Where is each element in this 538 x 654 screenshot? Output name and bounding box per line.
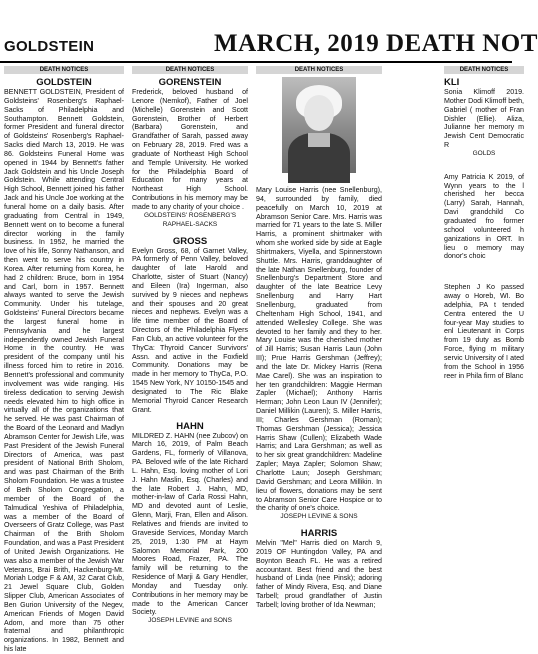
portrait-photo xyxy=(282,77,356,173)
obituary-text: Mary Louise Harris (nee Snellenburg), 94, surrounded by family, died peacefully on March 10, 2019 at Abramson Senior Care. Mrs. Harris was married for 71 years to the late S. Miller Harris, a prominent shirtmaker with whom she worked side by side at Eagle Shirtmakers, Viyella, and Spinnerstown Shuttle. Mrs. Harris, granddaughter of the late Nathan Snellenburg, founder of Snellenburg's Department Store and daughter of the late Beatrice Levy Snellenburg and Harry Hart Snellenburg, graduated from Cheltenham High School, 1941, and attended Wellesley College. She was devoted to her family and they to her. Mary Louise was the cherished mother of Jill Harris; Susan Harris Laun (John III); Prue Harris Gershman (Jeffrey); and the late Dr. Mickey Harris (Rena Mae Carel). She was an inspiration to her ten grandchildren: Maggie Herman Zapler (Michael); Anthony Harris Herman; John Leon Laun IV (Jennifer); Daniel Millikin (Lauren); S. Miller Harris, III; Charles Gershman (Roman); Thomas Gershman (Jessica); Jessica Harris Shaw (Cullen); Elizabeth Wade Harris; and Lara Gershman; as well as to her six great grandchildren: Madeline Zapler; Maya Zapler; Solomon Shaw; Charlotte Laun; Joseph Gershman; David Gershman; and Leora Millikin. In lieu of flowers, donations may be sent to Abramson Senior Care Hospice or to the charity of one's choice. xyxy=(256,186,382,513)
obituary-name: GROSS xyxy=(172,235,208,247)
funeral-home-signature: JOSEPH LEVINE and SONS xyxy=(148,617,232,625)
obituary-text: MILDRED Z. HAHN (nee Zubcov) on March 16, 2019, of Palm Beach Gardens, FL, formerly of Villanova, PA. Beloved wife of the late Richard L. Hahn, Esq. loving mother of Lori J. Hahn Maslin, Esq. (Charles) and the late Robert J. Hahn, MD, mother-in-law of Carla Rossi Hahn, MD and devoted aunt of Leslie, Glenn, Marji, Fran, Ellen and Alison. Relatives and friends are invited to Graveside Services, Monday March 25, 2019, 1:30 PM at Haym Salomon Memorial Park, 200 Moores Road, Frazer, PA. The family will be returning to the Residence of Marji & Gary Hendler, Monday and Tuesday only. Contributions in her memory may be made to the American Cancer Society. xyxy=(132,431,248,617)
funeral-home-signature: GOLDSTEINS' ROSENBERG'S xyxy=(143,211,237,219)
obituary-text: Evelyn Gross, 68, of Garnet Valley, PA formerly of Penn Valley, beloved daughter of late Harold and Charlotte, sister of Stuart (Nancy) and Eileen (Ira) Ingerman, also survived by 9 nieces and nephews and their spouses and 20 great nieces and nephews. Evelyn was a life time member of the Board of Directors of the Philadelphia Flyers Fan Club, an active volunteer for the ThyCa: Thyroid Cancer Survivors' Assn. and active in the Foxfield Community. Donations may be made in her memory to ThyCa, P.O. 1545 New York, NY 10150-1545 and designated to The Ric Blake Memorial Thyroid Cancer Research Grant. xyxy=(132,246,248,414)
obituary-text: Amy Patricia K 2019, of Wynn years to the l cherished her becca (Larry) Sarah, Hannah, Davi grandchild Co graduated fro former school volunteered h ganizations in ORT. In lieu o memory may donor's choic xyxy=(444,172,524,261)
obituary-text: Frederick, beloved husband of Lenore (Nemkof), Father of Joel (Michelle) Gorenstein and Scott Gorenstein, Brother of Herbert (Barbara) Gorenstein, and Grandfather of Sarah, passed away on February 28, 2019. Fred was a graduate of Northeast High School and Temple University. He worked for the Philadelphia Board of Education for many years at Northeast High School. Contributions in his memory may be made to any charity of your choice . xyxy=(132,88,248,211)
obituary-name: KLI xyxy=(444,77,460,88)
obituary-name: GORENSTEIN xyxy=(158,77,222,88)
obituary-name: HAHN xyxy=(176,420,204,432)
section-label: DEATH NOTICES xyxy=(132,66,248,74)
section-label: DEATH NOTICES xyxy=(444,66,524,74)
section-header-name: GOLDSTEIN xyxy=(4,38,95,55)
column-gorenstein-gross-hahn xyxy=(132,66,248,625)
funeral-home-signature: JOSEPH LEVINE & SONS xyxy=(280,513,358,521)
obituary-name: GOLDSTEIN xyxy=(36,77,92,88)
funeral-home-signature: GOLDS xyxy=(472,149,496,157)
column-harris xyxy=(256,66,382,609)
page-title: MARCH, 2019 DEATH NOT xyxy=(214,30,538,57)
header-rule xyxy=(0,61,512,63)
funeral-home-signature: RAPHAEL-SACKS xyxy=(162,220,218,228)
obituary-text: Sonia Klimoff 2019. Mother Dodi Klimoff beth, Gabriel ( mother of Fran Dishler (Ellie). Aliza, Julianne her memory m Jewish Cent Democratic R xyxy=(444,88,524,150)
column-goldstein xyxy=(4,66,124,654)
column-klimoff xyxy=(444,66,524,512)
obituary-text: BENNETT GOLDSTEIN, President of Goldsteins' Rosenberg's Raphael-Sacks of Philadelphia and Southampton. Bennett Goldstein, former President and funeral director of Goldsteins' Rosenberg's Raphael-Sacks died March 13, 2019. He was 86. Goldsteins Funeral Home was opened in 1944 by Bennett's father Jack Goldstein and his Uncle Joseph Goldstein. While attending Central High School, Bennett joined his father Jack and his Uncle Joe working at the funeral home on a daily basis. After graduating from Central in 1949, Bennett went on to become a funeral director working in the family business. In 1952, he married the love of his life, Sonny Nathanson, and then went to serve his country in Korea. After returning from Korea, he had 2 children: Bruce, born in 1954 and Carl, born in 1957. Bennett always wanted to serve the Jewish Community. Under his tutelage, Goldsteins' Funeral Directors became the largest funeral home in Pennsylvania and he largest independently owned Jewish Funeral Home in the country. He was president of the company until his illness forced him to retire in 2016. Bennett's professional and community involvement was wide ranging. His tireless dedication to serving Jewish needs elevated him to high office in virtually all of the organizations that he served. He was past Chairman of the Board of the Leonard and Madlyn Abramson Center for Jewish Life, was Past President of the Jewish Funeral Directors of America, was past president of National Brith Sholom, and was past Chairman of the Brith Sholom Foundation. He was a trustee of Beth Sholom Congregation, a member of the Board of the Talmudical Yeshiva of Philadelphia, was a member of the Board of Overseers of Gratz College, was Past Chairman of the Brith Sholom Foundation, and was a Past President of United Jewish Organizations. He was also a member of the Jewish War Veterans, Brai Brith, Hackenburg-Mt. Moriah Lodge F & AM, 32 Carat Club, 21 Jewel Square Club, Golden Slipper Club, American Associates of Ben Gurion University of the Negev, American Friends of Mogen David Adom, and more than 75 other fraternal and philanthropic organizations. In 1982, Bennett and his late xyxy=(4,88,124,654)
obituary-text: Melvin "Mel" Harris died on March 9, 2019 OF Huntingdon Valley, PA and Boynton Beach FL. He was a retired accountant. Best friend and the best husband of Linda (nee Pinsk); adoring father of Mindy Rivera, Esq. and Diane Tarbell; proud grandfather of Justin Tarbell; loving brother of Ida Newman; xyxy=(256,539,382,609)
section-label: DEATH NOTICES xyxy=(256,66,382,74)
section-label: DEATH NOTICES xyxy=(4,66,124,74)
obituary-name: HARRIS xyxy=(300,528,338,540)
obituary-text: Stephen J Ko passed away o Horeb, WI. Bo adelphia, PA t tended Centra entered the U four-year May studies to enl Lieutenant in Corps from 19 duty as Bomb Force, flying m military servic University of I ated from the School in 1956 reer in Phila firm of Blanc xyxy=(444,283,524,380)
